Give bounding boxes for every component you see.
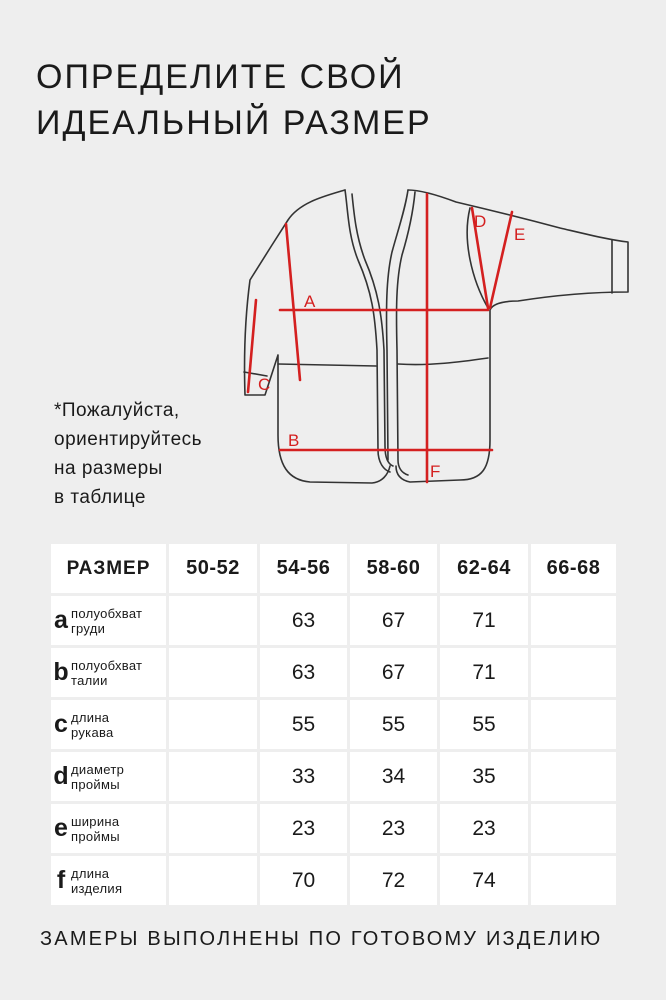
table-cell [169, 752, 257, 801]
measure-line-sleeve [286, 224, 300, 380]
measure-line-c [248, 300, 256, 392]
desc-line-2: рукава [71, 724, 114, 740]
row-label-garment-length [51, 856, 166, 905]
table-cell [169, 856, 257, 905]
row-letter: e [54, 814, 68, 842]
size-table [51, 544, 616, 905]
desc-line-1: диаметр [71, 761, 125, 777]
title-line-1: ОПРЕДЕЛИТЕ СВОЙ [36, 58, 405, 96]
header-50-52: 50-52 [169, 544, 257, 593]
label-c: C [258, 375, 271, 394]
row-label-armhole-width [51, 804, 166, 853]
table-cell: 55 [260, 700, 347, 749]
row-description [71, 866, 122, 896]
table-cell: 67 [350, 648, 437, 697]
measure-line-e [490, 212, 512, 308]
table-cell: 71 [440, 596, 528, 645]
table-cell [531, 804, 616, 853]
row-description [71, 658, 142, 688]
table-cell: 35 [440, 752, 528, 801]
header-62-64: 62-64 [440, 544, 528, 593]
desc-line-2: проймы [71, 776, 120, 792]
table-cell [531, 648, 616, 697]
desc-line-1: длина [71, 865, 110, 881]
row-letter: d [53, 762, 69, 790]
table-cell: 23 [350, 804, 437, 853]
table-cell: 70 [260, 856, 347, 905]
desc-line-2: груди [71, 620, 106, 636]
label-e: E [514, 225, 526, 244]
row-label-armhole-diameter [51, 752, 166, 801]
note-line-2: ориентируйтесь [54, 429, 203, 450]
desc-line-1: полуобхват [71, 657, 143, 673]
desc-line-2: изделия [71, 880, 123, 896]
note-line-4: в таблице [54, 487, 146, 508]
row-description [71, 606, 142, 636]
table-cell [531, 752, 616, 801]
header-size: РАЗМЕР [51, 544, 166, 593]
label-a: A [304, 292, 316, 311]
table-cell: 33 [260, 752, 347, 801]
table-cell: 23 [440, 804, 528, 853]
note-line-1: *Пожалуйста, [54, 400, 180, 421]
desc-line-1: длина [71, 709, 110, 725]
header-58-60: 58-60 [350, 544, 437, 593]
page-title [36, 54, 432, 146]
label-b: B [288, 431, 300, 450]
table-cell [169, 596, 257, 645]
table-cell: 34 [350, 752, 437, 801]
note-line-3: на размеры [54, 458, 163, 479]
row-label-chest [51, 596, 166, 645]
row-label-waist [51, 648, 166, 697]
desc-line-2: проймы [71, 828, 120, 844]
jacket-diagram [230, 180, 640, 500]
desc-line-2: талии [71, 672, 108, 688]
row-description [71, 710, 114, 740]
table-cell: 55 [440, 700, 528, 749]
row-label-sleeve-length [51, 700, 166, 749]
label-d: D [474, 212, 487, 231]
row-description [71, 762, 124, 792]
header-54-56: 54-56 [260, 544, 347, 593]
table-cell [169, 804, 257, 853]
row-letter: c [54, 710, 68, 738]
table-cell [531, 700, 616, 749]
header-66-68: 66-68 [531, 544, 616, 593]
size-note [54, 396, 202, 512]
desc-line-1: полуобхват [71, 605, 143, 621]
row-letter: b [53, 658, 69, 686]
measurement-footnote: ЗАМЕРЫ ВЫПОЛНЕНЫ ПО ГОТОВОМУ ИЗДЕЛИЮ [40, 928, 603, 950]
row-letter: a [54, 606, 68, 634]
row-description [71, 814, 120, 844]
table-cell [169, 700, 257, 749]
table-cell [531, 856, 616, 905]
row-letter: f [56, 866, 66, 894]
jacket-outline [244, 190, 628, 483]
table-cell: 74 [440, 856, 528, 905]
title-line-2: ИДЕАЛЬНЫЙ РАЗМЕР [36, 104, 432, 142]
table-cell: 67 [350, 596, 437, 645]
table-cell: 72 [350, 856, 437, 905]
table-cell: 63 [260, 648, 347, 697]
table-cell: 71 [440, 648, 528, 697]
table-cell: 23 [260, 804, 347, 853]
table-cell [169, 648, 257, 697]
label-f: F [430, 462, 441, 481]
table-cell [531, 596, 616, 645]
table-cell: 63 [260, 596, 347, 645]
table-cell: 55 [350, 700, 437, 749]
desc-line-1: ширина [71, 813, 120, 829]
